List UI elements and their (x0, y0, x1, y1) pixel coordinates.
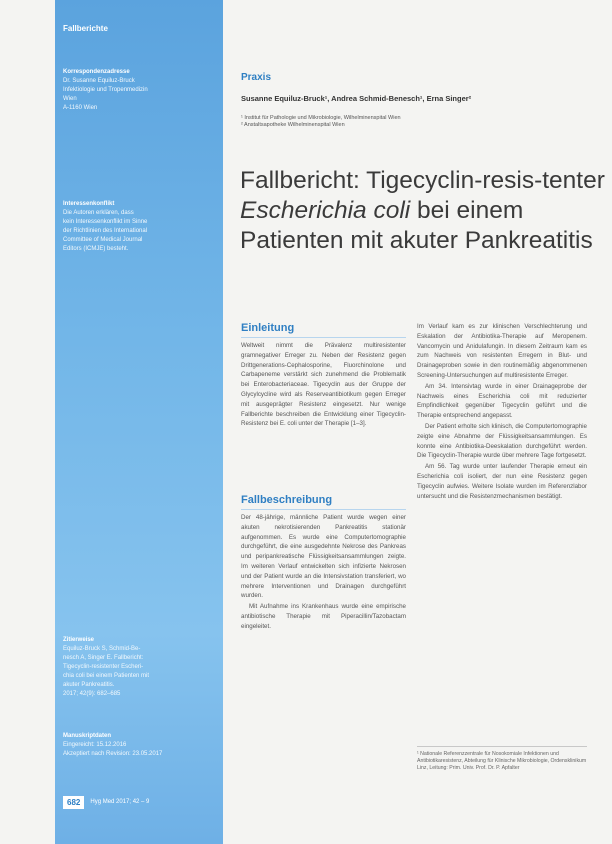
introduction-text (241, 341, 406, 430)
affiliations (241, 115, 581, 129)
conflict-line: der Richtlinien des International (63, 228, 148, 234)
heading-case-description: Fallbeschreibung (241, 494, 406, 510)
paragraph: Mit Aufnahme ins Krankenhaus wurde eine empirische antibiotische Therapie mit Piperacillin/Tazobactam eingeleitet. (241, 603, 406, 630)
manuscript-line: Eingereicht: 15.12.2016 (63, 742, 127, 748)
citation-line: Equiluz-Bruck S, Schmid-Be- (63, 646, 141, 652)
article-title (240, 166, 605, 256)
title-species: Escherichia coli (240, 197, 411, 225)
footnote: ¹ Nationale Referenzzentrale für Nosokomiale Infektionen und Antibiotikaresistenz, Abteilung für Klinische Mikrobiologie, Ordensklinikum Linz, Leitung: Prim. Univ. Prof. Dr. P. Apfalter (417, 746, 587, 772)
manuscript-title: Manuskriptdaten (63, 733, 112, 739)
paragraph: Der Patient erholte sich klinisch, die Computertomographie zeigte eine Abnahme der Flüssigkeitsansammlungen. Es konnte eine Antibiotika-Deeskalation durchgeführt werden. Die Tigecyclin-Therapie wurde über mehrere Tage fortgesetzt. (417, 422, 587, 460)
citation-line: chia coli bei einem Patienten mit (63, 673, 150, 679)
affiliation-line: ² Anstaltsapotheke Wilhelminenspital Wien (241, 122, 345, 128)
author-list: Susanne Equiluz-Bruck¹, Andrea Schmid-Benesch¹, Erna Singer² (241, 94, 472, 103)
conflict-block (63, 200, 213, 254)
sidebar (55, 0, 223, 844)
sidebar-header: Fallberichte (63, 24, 108, 33)
correspondence-title: Korrespondenzadresse (63, 69, 130, 75)
conflict-line: Die Autoren erklären, dass (63, 210, 134, 216)
manuscript-line: Akzeptiert nach Revision: 23.05.2017 (63, 751, 163, 757)
correspondence-line: A-1160 Wien (63, 105, 98, 111)
paragraph: Im Verlauf kam es zur klinischen Verschlechterung und Eskalation der Antibiotika-Therapie auf Meropenem. Vancomycin und Anidulafungin. In diesem Zeitraum kam es zum Nachweis von resistenten Erregern in Blut- und Drainageproben sowie in den routinemäßig abgenommenen Screening-Untersuchungen auf multiresistente Erreger. (417, 323, 587, 379)
title-text: Fallbericht: Tigecyclin-resis-tenter (240, 167, 605, 195)
paragraph: Der 48-jährige, männliche Patient wurde wegen einer akuten nekrotisierenden Pankreatitis stationär aufgenommen. Es wurde eine Computertomographie durchgeführt, die eine ausgedehnte Nekrose des Pankreas und peripankreatische Flüssigkeitsansammlungen zeigte. Im weiteren Verlauf entwickelten sich infizierte Nekrosen und der Patient wurde an die Intensivstation transferiert, wo mehrere Interventionen und Drainagen durchgeführt wurden. (241, 514, 406, 600)
page-number: 682 (63, 796, 84, 809)
manuscript-block (63, 732, 213, 759)
affiliation-line: ¹ Institut für Pathologie und Mikrobiologie, Wilhelminenspital Wien (241, 115, 401, 121)
citation-line: nesch A, Singer E. Fallbericht: (63, 655, 144, 661)
correspondence-block (63, 68, 213, 113)
citation-line: akuter Pankreatitis. (63, 682, 115, 688)
journal-citation: Hyg Med 2017; 42 – 9 (90, 799, 150, 805)
conflict-line: kein Interessenkonflikt im Sinne (63, 219, 148, 225)
section-label: Praxis (241, 72, 272, 83)
correspondence-line: Dr. Susanne Equiluz-Bruck (63, 78, 135, 84)
citation-title: Zitierweise (63, 637, 95, 643)
paragraph: Weltweit nimmt die Prävalenz multiresistenter gramnegativer Erreger zu. Neben der Resistenz gegen Drittgenerations-Cephalosporine, Fluorchinolone und Carbapeneme verstärkt sich zunehmend die Problematik bei Enterobacteriaceae. Tigecyclin aus der Gruppe der Glycylcycline wird als Reserveantibiotikum gegen Erreger mit ausgeprägter Resistenz eingesetzt. Nur wenige Fallberichte beschreiben die Entwicklung einer Tigecyclin-Resistenz bei E. coli unter der Therapie [1–3]. (241, 342, 406, 428)
conflict-line: Editors (ICMJE) besteht. (63, 246, 129, 252)
citation-block (63, 636, 213, 699)
citation-line: 2017; 42(9): 682–685 (63, 691, 121, 697)
conflict-line: Committee of Medical Journal (63, 237, 143, 243)
conflict-title: Interessenkonflikt (63, 201, 115, 207)
correspondence-line: Infektiologie und Tropenmedizin (63, 87, 148, 93)
case-text (241, 513, 406, 633)
title-text: bei einem Patienten mit akuter Pankreatitis (240, 197, 593, 255)
right-column-text (417, 322, 587, 502)
correspondence-line: Wien (63, 96, 77, 102)
paragraph: Am 34. Intensivtag wurde in einer Drainageprobe der Nachweis eines Escherichia coli mit reduzierter Empfindlichkeit gegenüber Tigecyclin geführt und die Therapie entsprechend angepasst. (417, 382, 587, 420)
page-footer (63, 792, 213, 812)
paragraph: Am 56. Tag wurde unter laufender Therapie erneut ein Escherichia coli isoliert, der nun eine Resistenz gegen Tigecyclin aufwies. Weitere Isolate wurden im Referenzlabor untersucht und die Resistenzmechanismen bestätigt. (417, 463, 587, 500)
citation-line: Tigecyclin-resistenter Escheri- (63, 664, 144, 670)
heading-introduction: Einleitung (241, 322, 406, 338)
